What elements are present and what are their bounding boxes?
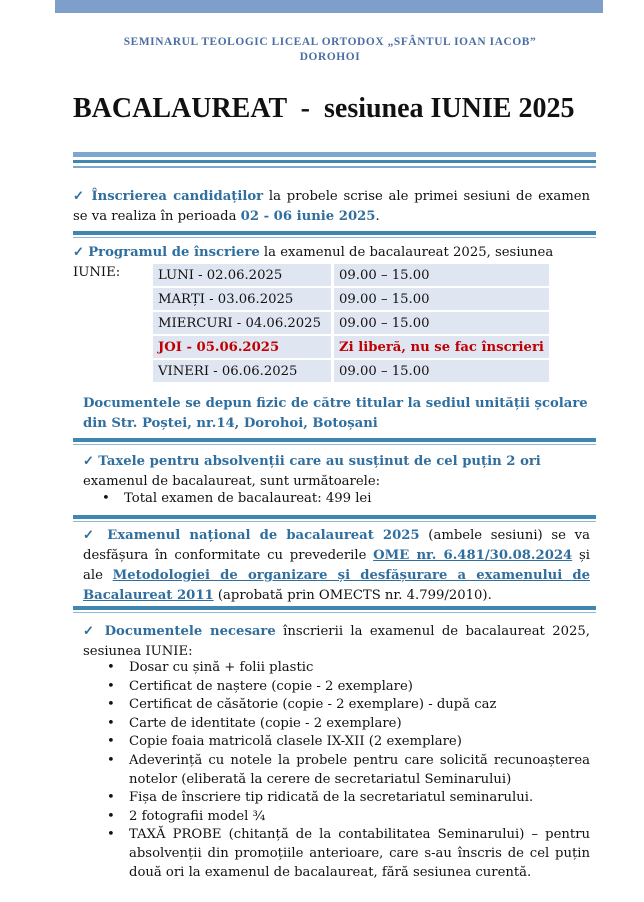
schedule-hours: 09.00 – 15.00 [334,288,549,310]
list-item: • 2 fotografii model ¾ [105,808,590,827]
schedule-hours: 09.00 – 15.00 [334,264,549,286]
top-decorative-bar [55,0,603,13]
section-exam-heading: Examenul național de bacalaureat 2025 [107,528,420,543]
schedule-day: MIERCURI - 04.06.2025 [153,312,331,334]
section-fees-text: examenul de bacalaureat, sunt următoarele: [83,474,381,489]
list-item: • Total examen de bacalaureat: 499 lei [100,489,580,509]
list-item: • Adeverință cu notele la probele pentru care solicită recunoașterea notelor (eliberată la cerere de secretariatul Seminarului) [105,752,590,789]
section-documents-heading: Documentele necesare [104,624,276,639]
schedule-row [153,336,549,358]
list-item: • Certificat de naștere (copie - 2 exemplare) [105,678,590,697]
section-exam-regulations: ✓ Examenul național de bacalaureat 2025 (ambele sesiuni) se va desfășura în conformitate cu prevederile OME nr. 6.481/30.08.2024 și ale Metodologiei de organizare și desfășurare a examenului de Bacalaureat 2011 (aprobată prin OMECTS nr. 4.799/2010). [83,528,590,603]
divider [73,515,596,522]
check-icon: ✓ [83,454,95,469]
schedule-day: VINERI - 06.06.2025 [153,360,331,382]
section-schedule-text: la examenul de bacalaureat 2025, sesiunea IUNIE: [73,245,554,280]
documents-list [105,659,590,882]
schedule-row [153,312,549,334]
section-schedule-heading: Programul de înscriere [88,245,260,260]
list-item: • TAXĂ PROBE (chitanță de la contabilitatea Seminarului) – pentru absolvenții din promoțiile anterioare, care s-au înscris de cel puțin două ori la examenul de bacalaureat, fără sesiunea curentă. [105,826,590,882]
list-item: • Copie foaia matricolă clasele IX-XII (2 exemplare) [105,733,590,752]
ome-link[interactable]: OME nr. 6.481/30.08.2024 [373,548,573,563]
schedule-table [150,262,552,384]
registration-period: 02 - 06 iunie 2025 [240,209,376,224]
schedule-day: JOI - 05.06.2025 [153,336,331,358]
divider [73,231,596,238]
list-item: • Certificat de căsătorie (copie - 2 exemplare) - după caz [105,696,590,715]
school-city: DOROHOI [299,51,361,63]
check-icon: ✓ [83,624,98,639]
methodology-link[interactable]: Metodologiei de organizare și desfășurare a examenului de Bacalaureat 2011 [83,568,590,603]
list-item: • Dosar cu șină + folii plastic [105,659,590,678]
section-registration: ✓ Înscrierea candidaților la probele scrise ale primei sesiuni de examen se va realiza în perioada 02 - 06 iunie 2025. [73,189,590,224]
check-icon: ✓ [73,245,85,260]
list-item: • Fișa de înscriere tip ridicată de la secretariatul seminarului. [105,789,590,808]
check-icon: ✓ [83,528,99,543]
check-icon: ✓ [73,189,86,204]
fees-list [100,489,580,509]
schedule-hours: 09.00 – 15.00 [334,360,549,382]
divider [73,606,596,613]
section-required-documents [83,622,590,662]
documents-submission-note: Documentele se depun fizic de către titular la sediul unității școlare din Str. Poștei, nr.14, Dorohoi, Botoșani [83,396,588,431]
section-fees-heading: Taxele pentru absolvenții care au susținut de cel puțin 2 ori [98,454,541,469]
schedule-hours: Zi liberă, nu se fac înscrieri [334,336,549,358]
schedule-day: LUNI - 02.06.2025 [153,264,331,286]
school-name: SEMINARUL TEOLOGIC LICEAL ORTODOX „SFÂNTUL IOAN IACOB” [123,36,537,48]
title-divider [73,152,596,168]
schedule-day: MARȚI - 03.06.2025 [153,288,331,310]
schedule-hours: 09.00 – 15.00 [334,312,549,334]
page-title: BACALAUREAT - sesiunea IUNIE 2025 [73,93,575,124]
schedule-row [153,288,549,310]
section-documents-text: înscrierii la examenul de bacalaureat 2025, sesiunea IUNIE: [83,624,590,659]
list-item: • Carte de identitate (copie - 2 exemplare) [105,715,590,734]
section-registration-heading: Înscrierea candidaților [91,189,264,204]
section-fees [83,452,593,492]
section-registration-text: la probele scrise ale primei sesiuni de examen se va realiza în perioada [73,189,590,224]
schedule-row [153,264,549,286]
schedule-row [153,360,549,382]
divider [73,438,596,445]
